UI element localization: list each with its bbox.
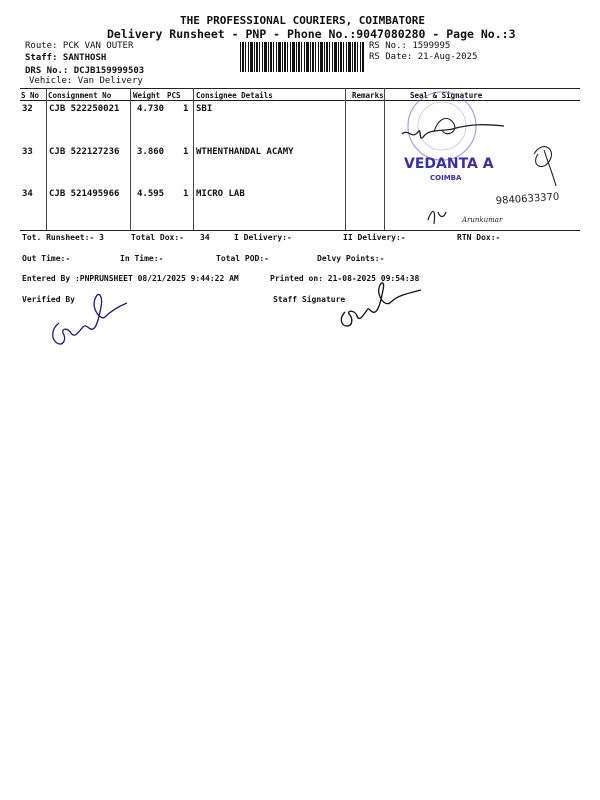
barcode bbox=[240, 42, 364, 72]
col-header-seal: Seal & Signature bbox=[410, 91, 483, 100]
handwritten-phone: 9840633370 bbox=[495, 191, 560, 207]
rtn-dox: RTN Dox:- bbox=[457, 233, 501, 242]
row-pcs: 1 bbox=[183, 189, 189, 199]
col-header-consignment: Consignment No bbox=[48, 91, 112, 100]
row-sno: 32 bbox=[22, 104, 33, 114]
row-consignment: CJB 522127236 bbox=[49, 147, 120, 157]
ii-delivery: II Delivery:- bbox=[343, 233, 406, 242]
staff-label: Staff: SANTHOSH bbox=[25, 53, 107, 63]
row-consignee: SBI bbox=[196, 104, 213, 114]
row-weight: 3.860 bbox=[137, 147, 165, 157]
row-weight: 4.595 bbox=[137, 189, 165, 199]
row-consignee: WTHENTHANDAL ACAMY bbox=[196, 147, 294, 157]
in-time: In Time:- bbox=[120, 254, 164, 263]
rs-date: RS Date: 21-Aug-2025 bbox=[369, 52, 478, 62]
vehicle-label: Vehicle: Van Delivery bbox=[29, 76, 143, 86]
staff-signature bbox=[335, 280, 430, 335]
row-pcs: 1 bbox=[183, 104, 189, 114]
row-consignment: CJB 521495966 bbox=[49, 189, 120, 199]
row-consignee: MICRO LAB bbox=[196, 189, 245, 199]
row-sno: 34 bbox=[22, 189, 33, 199]
row-weight: 4.730 bbox=[137, 104, 165, 114]
stamp-company-text: VEDANTA A bbox=[404, 156, 494, 172]
row-consignment: CJB 522250021 bbox=[49, 104, 120, 114]
row-pcs: 1 bbox=[183, 147, 189, 157]
delvy-points: Delvy Points:- bbox=[317, 254, 385, 263]
i-delivery: I Delivery:- bbox=[234, 233, 292, 242]
tot-runsheet: Tot. Runsheet:- 3 bbox=[22, 233, 104, 242]
row-sno: 33 bbox=[22, 147, 33, 157]
col-header-remarks: Remarks bbox=[352, 91, 384, 100]
out-time: Out Time:- bbox=[22, 254, 71, 263]
verifier-signature bbox=[45, 285, 140, 355]
total-pod: Total POD:- bbox=[216, 254, 269, 263]
col-header-sno: S No bbox=[21, 91, 40, 100]
col-header-consignee: Consignee Details bbox=[196, 91, 273, 100]
total-dox-value: 34 bbox=[200, 233, 210, 242]
drs-number: DRS No.: DCJB159999503 bbox=[25, 66, 145, 76]
route-label: Route: PCK VAN OUTER bbox=[25, 41, 134, 51]
stamp-city-text: COIMBA bbox=[430, 174, 462, 182]
runsheet-subtitle: Delivery Runsheet - PNP - Phone No.:9047080280 - Page No.:3 bbox=[107, 27, 516, 41]
handwritten-name: Arunkumar bbox=[462, 216, 503, 224]
entered-by: Entered By :PNPRUNSHEET 08/21/2025 9:44:22 AM bbox=[22, 274, 239, 283]
col-header-weight: Weight bbox=[133, 91, 161, 100]
col-header-pcs: PCS bbox=[167, 91, 181, 100]
printed-on: Printed on: 21-08-2025 09:54:38 bbox=[270, 274, 420, 283]
total-dox-label: Total Dox:- bbox=[131, 233, 184, 242]
staff-signature-label: Staff Signature bbox=[273, 295, 346, 304]
company-title: THE PROFESSIONAL COURIERS, COIMBATORE bbox=[180, 14, 426, 27]
verified-by-label: Verified By bbox=[22, 295, 75, 304]
seal-stamp-graphic bbox=[384, 88, 584, 238]
rs-number: RS No.: 1599995 bbox=[369, 41, 451, 51]
